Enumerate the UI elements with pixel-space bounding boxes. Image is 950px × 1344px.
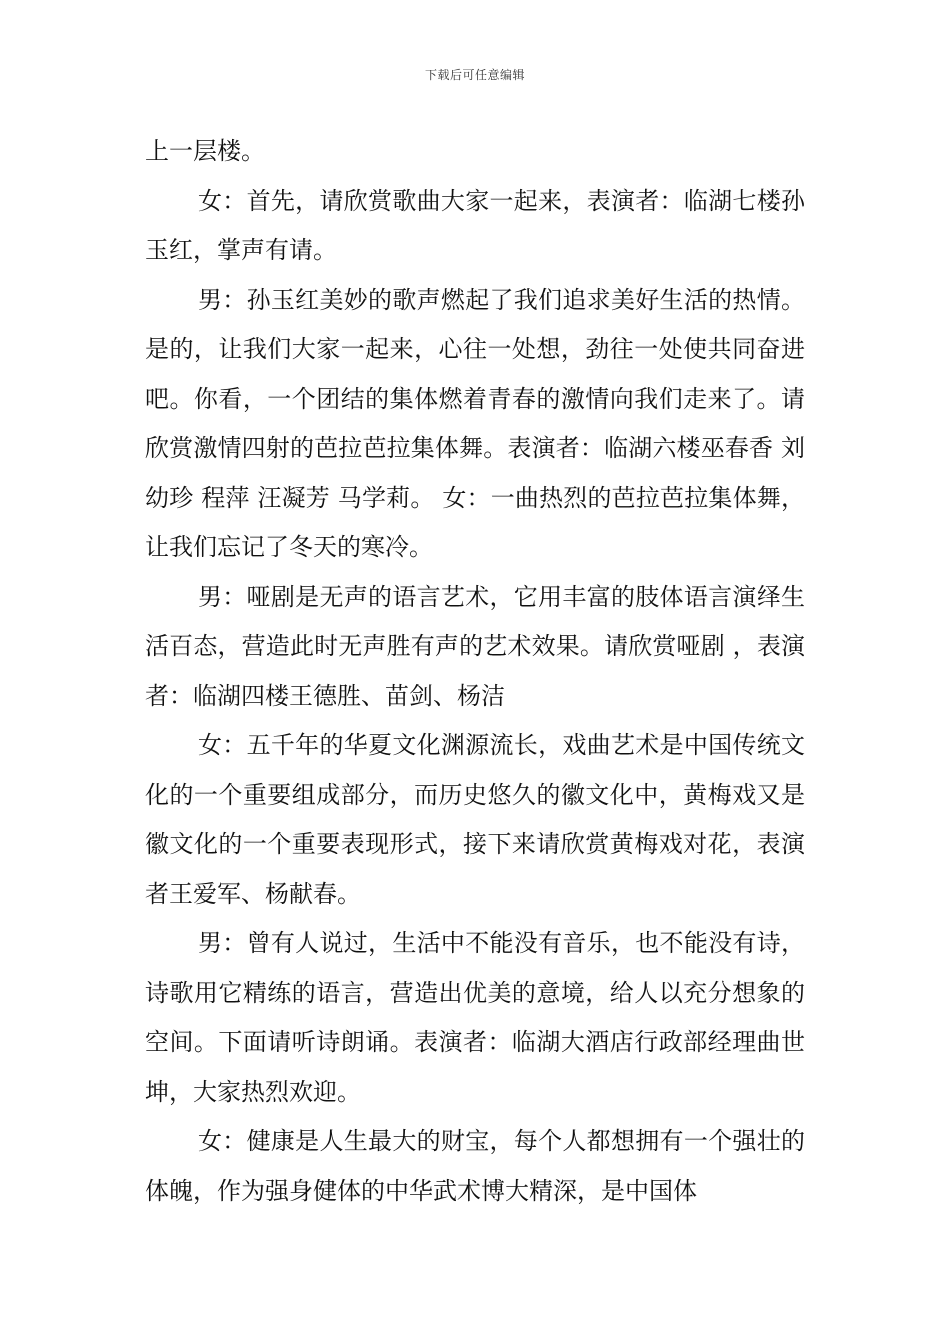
- paragraph-continuation: 上一层楼。: [145, 137, 265, 165]
- paragraph-group-dance: 男：孙玉红美妙的歌声燃起了我们追求美好生活的热情。是的，让我们大家一起来，心往一处想，劲往一处使共同奋进吧。你看，一个团结的集体燃着青春的激情向我们走来了。请欣赏激情四射的芭拉芭拉集体舞。表演者：临湖六楼巫春香 刘幼珍 程萍 汪凝芳 马学莉。 女：一曲热烈的芭拉芭拉集体舞，让我们忘记了冬天的寒冷。: [145, 285, 805, 561]
- paragraph-martial-arts: 女：健康是人生最大的财宝，每个人都想拥有一个强壮的体魄，作为强身健体的中华武术博大精深，是中国体: [145, 1127, 805, 1205]
- document-body: [145, 127, 805, 1216]
- paragraph-mime: 男：哑剧是无声的语言艺术，它用丰富的肢体语言演绎生活百态，营造此时无声胜有声的艺术效果。请欣赏哑剧 ，表演者：临湖四楼王德胜、苗剑、杨洁: [145, 582, 805, 710]
- paragraph-song-intro: 女：首先，请欣赏歌曲大家一起来，表演者：临湖七楼孙玉红，掌声有请。: [145, 186, 805, 264]
- page-header: 下载后可任意编辑: [424, 68, 525, 82]
- paragraph-poetry-recital: 男：曾有人说过，生活中不能没有音乐，也不能没有诗，诗歌用它精练的语言，营造出优美的意境，给人以充分想象的空间。下面请听诗朗诵。表演者：临湖大酒店行政部经理曲世坤，大家热烈欢迎。: [145, 929, 805, 1106]
- paragraph-huangmei-opera: 女：五千年的华夏文化渊源流长，戏曲艺术是中国传统文化的一个重要组成部分，而历史悠久的徽文化中，黄梅戏又是徽文化的一个重要表现形式，接下来请欣赏黄梅戏对花，表演者王爱军、杨献春。: [145, 731, 805, 908]
